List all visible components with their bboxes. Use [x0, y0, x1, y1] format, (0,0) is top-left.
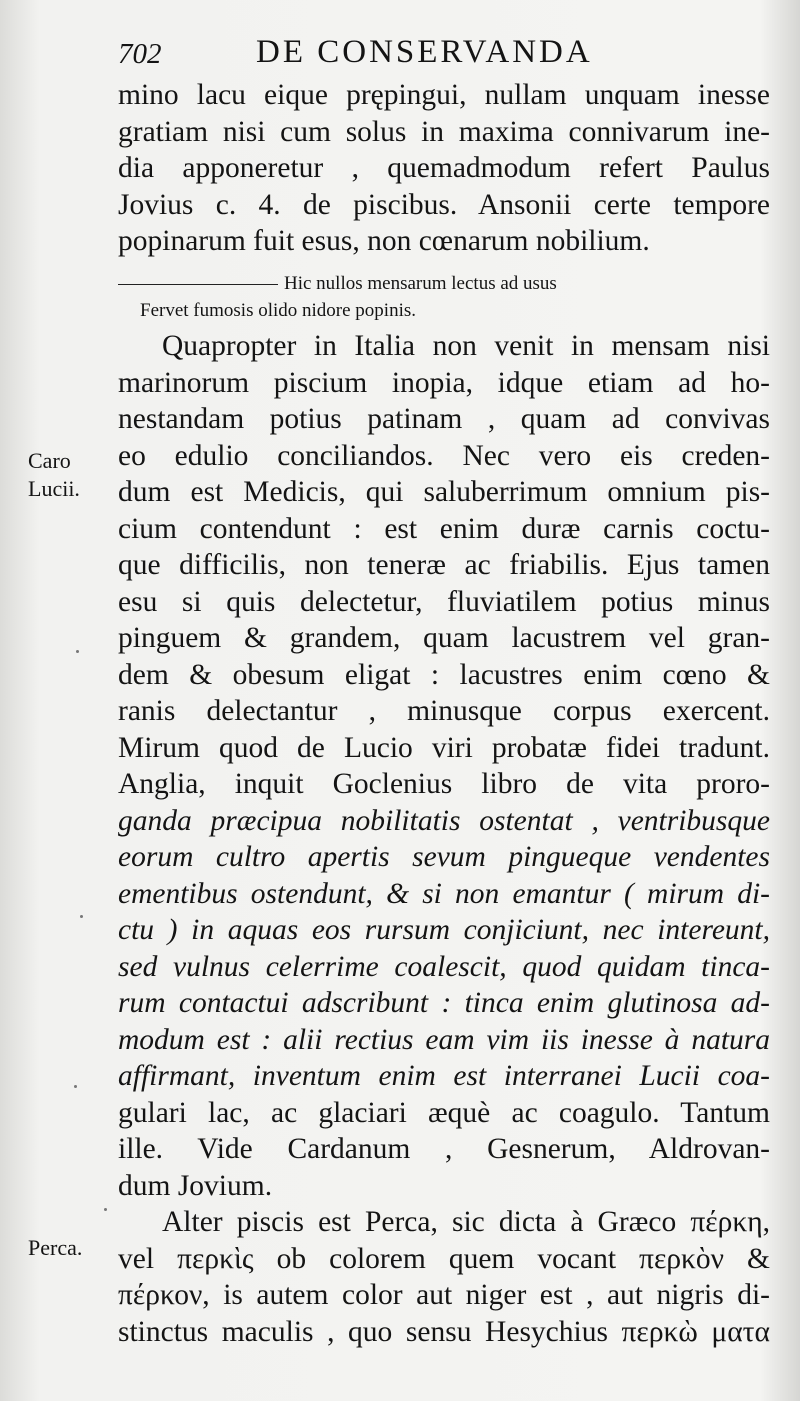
- verse-quote: [118, 270, 738, 324]
- margin-note-perca: Perca.: [28, 1235, 83, 1260]
- italic-text: ementibus ostendunt, & si non emantur ( mirum di-: [118, 877, 770, 910]
- text-line: vel περκὶς ob colorem quem vocant περκὸν &: [118, 1242, 770, 1275]
- text-line: mino lacu eique prępingui, nullam unquam inesse: [118, 79, 770, 111]
- italic-text: rum contactui adscribunt : tinca enim glutinosa ad-: [118, 987, 770, 1019]
- text-line: dem & obesum eligat : lacustres enim cœno &: [118, 658, 770, 691]
- text-line-italic: [118, 912, 770, 949]
- text-line: dum est Medicis, qui saluberrimum omnium pis-: [118, 476, 770, 508]
- text-line-italic: [118, 1022, 770, 1059]
- italic-text: sed vulnus celerrime coalescit, quod quidam tinca-: [118, 950, 770, 983]
- page-number: 702: [118, 38, 162, 70]
- paragraph-3: [118, 1204, 770, 1350]
- text-line-italic: [118, 1058, 770, 1095]
- text-line: marinorum piscium inopia, idque etiam ad ho-: [118, 366, 770, 399]
- margin-note-line: Caro: [28, 448, 71, 473]
- ink-speck: [76, 650, 79, 653]
- text-line: que difficilis, non teneræ ac friabilis. Ejus tamen: [118, 549, 770, 581]
- text-line: πέρκον, is autem color aut niger est , aut nigris di-: [118, 1279, 770, 1311]
- text-line: Anglia, inquit Goclenius libro de vita proro-: [118, 768, 770, 800]
- text-line: Alter piscis est Perca, sic dicta à Græco πέρκη,: [162, 1206, 770, 1238]
- running-head: DE CONSERVANDA: [256, 34, 593, 70]
- paragraph-1: [118, 77, 770, 260]
- text-line: nestandam potius patinam , quam ad convivas: [118, 403, 770, 435]
- text-line-italic: [118, 985, 770, 1022]
- text-line-italic: [118, 876, 770, 913]
- text-line: dum Jovium.: [118, 1169, 273, 1202]
- text-line: esu si quis delectetur, fluviatilem potius minus: [118, 585, 770, 618]
- text-line: Jovius c. 4. de piscibus. Ansonii certe tempore: [118, 188, 770, 221]
- italic-text: eorum cultro apertis sevum pingueque vendentes: [118, 841, 770, 873]
- margin-note-caro-lucii: [28, 447, 80, 503]
- text-line-italic: [118, 949, 770, 986]
- text-line: Mirum quod de Lucio viri probatæ fidei tradunt.: [118, 731, 770, 764]
- text-line: gratiam nisi cum solus in maxima connivarum ine-: [118, 115, 770, 148]
- text-line: gulari lac, ac glaciari æquè ac coagulo. Tantum: [118, 1096, 770, 1129]
- text-line-italic: [118, 839, 770, 876]
- verse-line-2: Fervet fumosis olido nidore popinis.: [140, 300, 417, 321]
- text-line: eo edulio conciliandos. Nec vero eis creden-: [118, 439, 770, 472]
- ink-speck: [80, 915, 83, 918]
- verse-line-1: [118, 270, 738, 297]
- text-line: pinguem & grandem, quam lacustrem vel gran-: [118, 622, 770, 654]
- text-line: dia apponeretur , quemadmodum refert Paulus: [118, 152, 770, 184]
- italic-text: ganda præcipua nobilitatis ostentat , ventribusque: [118, 804, 770, 837]
- text-line: popinarum fuit esus, non cœnarum nobilium.: [118, 225, 650, 257]
- verse-text: Hic nullos mensarum lectus ad usus: [284, 273, 557, 294]
- text-line: cium contendunt : est enim duræ carnis coctu-: [118, 512, 770, 545]
- ink-speck: [104, 1208, 107, 1211]
- page-header: [118, 34, 768, 82]
- italic-text: affirmant, inventum enim est interranei Lucii coa-: [118, 1060, 770, 1092]
- text-line: Quapropter in Italia non venit in mensam nisi: [162, 330, 770, 362]
- text-line-italic: [118, 803, 770, 840]
- paragraph-2: [118, 328, 770, 1204]
- text-line: ranis delectantur , minusque corpus exercent.: [118, 695, 770, 727]
- italic-text: ctu ) in aquas eos rursum conjiciunt, nec intereunt,: [118, 914, 770, 946]
- text-line: stinctus maculis , quo sensu Hesychius περκὼ ματα: [118, 1315, 770, 1348]
- italic-text: modum est : alii rectius eam vim iis inesse à natura: [118, 1023, 770, 1056]
- quote-rule: [118, 284, 278, 285]
- text-line: ille. Vide Cardanum , Gesnerum, Aldrovan-: [118, 1133, 770, 1165]
- ink-speck: [74, 1085, 77, 1088]
- margin-note-line: Lucii.: [28, 476, 80, 501]
